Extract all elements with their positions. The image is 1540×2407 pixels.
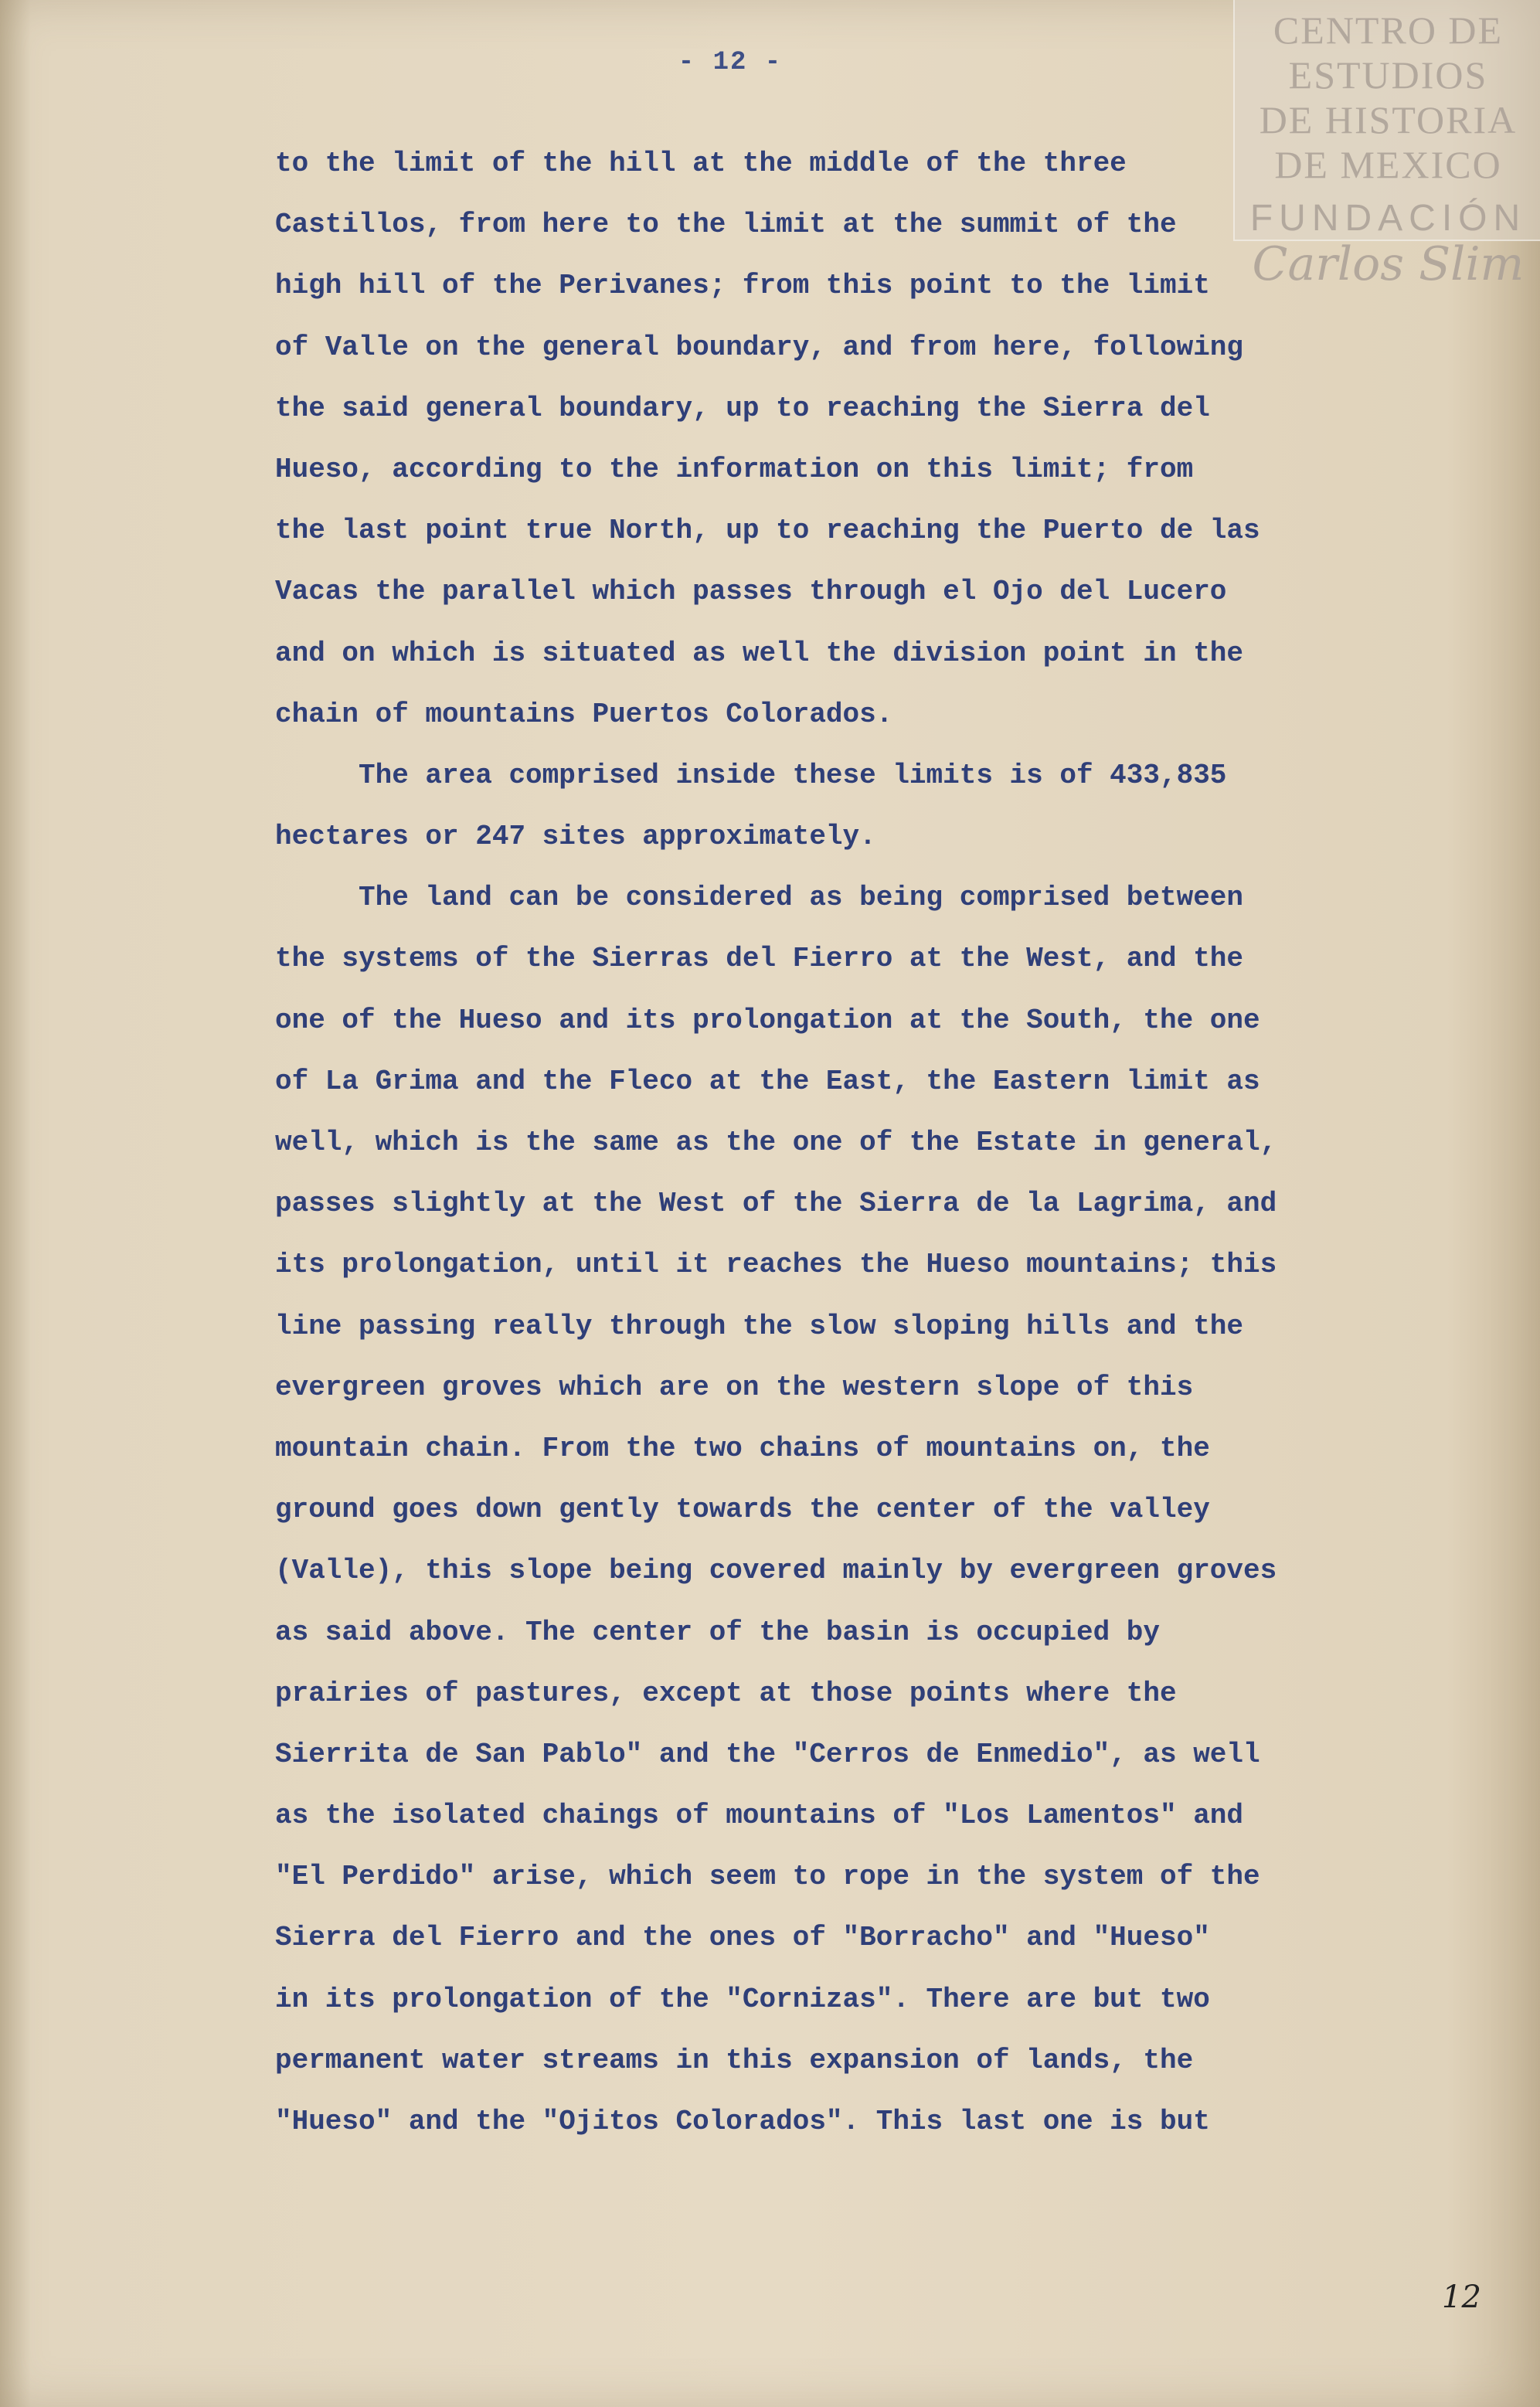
text-line: The area comprised inside these limits is of 433,835	[275, 759, 1227, 791]
text-line: (Valle), this slope being covered mainly by evergreen groves	[275, 1555, 1277, 1587]
text-line: Sierrita de San Pablo" and the "Cerros de Enmedio", as well	[275, 1738, 1260, 1770]
watermark-foundation: FUNDACIÓN	[1249, 198, 1527, 239]
text-line: permanent water streams in this expansion of lands, the	[275, 2044, 1194, 2076]
text-line: in its prolongation of the "Cornizas". There are but two	[275, 1983, 1210, 2015]
text-line: mountain chain. From the two chains of mountains on, the	[275, 1432, 1210, 1464]
text-line: and on which is situated as well the division point in the	[275, 637, 1244, 669]
text-line: The land can be considered as being comprised between	[275, 882, 1244, 914]
text-line: as said above. The center of the basin is occupied by	[275, 1616, 1160, 1648]
text-line: "El Perdido" arise, which seem to rope in the system of the	[275, 1861, 1260, 1893]
text-line: as the isolated chaings of mountains of "Los Lamentos" and	[275, 1800, 1244, 1832]
text-line: Hueso, according to the information on this limit; from	[275, 453, 1194, 485]
watermark-line: DE MEXICO	[1274, 143, 1502, 186]
text-line: well, which is the same as the one of the Estate in general,	[275, 1127, 1277, 1158]
text-line: "Hueso" and the "Ojitos Colorados". This last one is but	[275, 2106, 1210, 2137]
page-number: - 12 -	[678, 48, 783, 77]
text-line: its prolongation, until it reaches the Hueso mountains; this	[275, 1249, 1277, 1281]
handwritten-folio-number: 12	[1442, 2280, 1481, 2315]
text-line: Sierra del Fierro and the ones of "Borracho" and "Hueso"	[275, 1922, 1210, 1954]
text-line: the said general boundary, up to reaching the Sierra del	[275, 392, 1210, 424]
text-line: evergreen groves which are on the western slope of this	[275, 1371, 1194, 1403]
text-line: to the limit of the hill at the middle of the three	[275, 148, 1127, 179]
text-line: the last point true North, up to reaching the Puerto de las	[275, 515, 1260, 547]
text-line: prairies of pastures, except at those points where the	[275, 1677, 1177, 1709]
text-line: the systems of the Sierras del Fierro at the West, and the	[275, 943, 1244, 975]
text-line: line passing really through the slow sloping hills and the	[275, 1310, 1244, 1342]
text-line: passes slightly at the West of the Sierra de la Lagrima, and	[275, 1188, 1277, 1220]
text-line: ground goes down gently towards the center of the valley	[275, 1494, 1210, 1526]
text-line: high hill of the Perivanes; from this point to the limit	[275, 270, 1210, 302]
text-line: one of the Hueso and its prolongation at the South, the one	[275, 1004, 1260, 1036]
watermark-line: ESTUDIOS	[1288, 53, 1488, 97]
watermark-line: DE HISTORIA	[1259, 98, 1518, 141]
text-line: chain of mountains Puertos Colorados.	[275, 698, 893, 730]
watermark-signature: Carlos Slim	[1252, 237, 1525, 291]
watermark-line: CENTRO DE	[1273, 8, 1504, 52]
typewritten-body	[275, 133, 1380, 2152]
text-line: of Valle on the general boundary, and from here, following	[275, 331, 1244, 363]
text-line: of La Grima and the Fleco at the East, the Eastern limit as	[275, 1065, 1260, 1097]
text-line: Vacas the parallel which passes through el Ojo del Lucero	[275, 576, 1227, 608]
text-line: Castillos, from here to the limit at the summit of the	[275, 209, 1177, 241]
text-line: hectares or 247 sites approximately.	[275, 821, 876, 853]
